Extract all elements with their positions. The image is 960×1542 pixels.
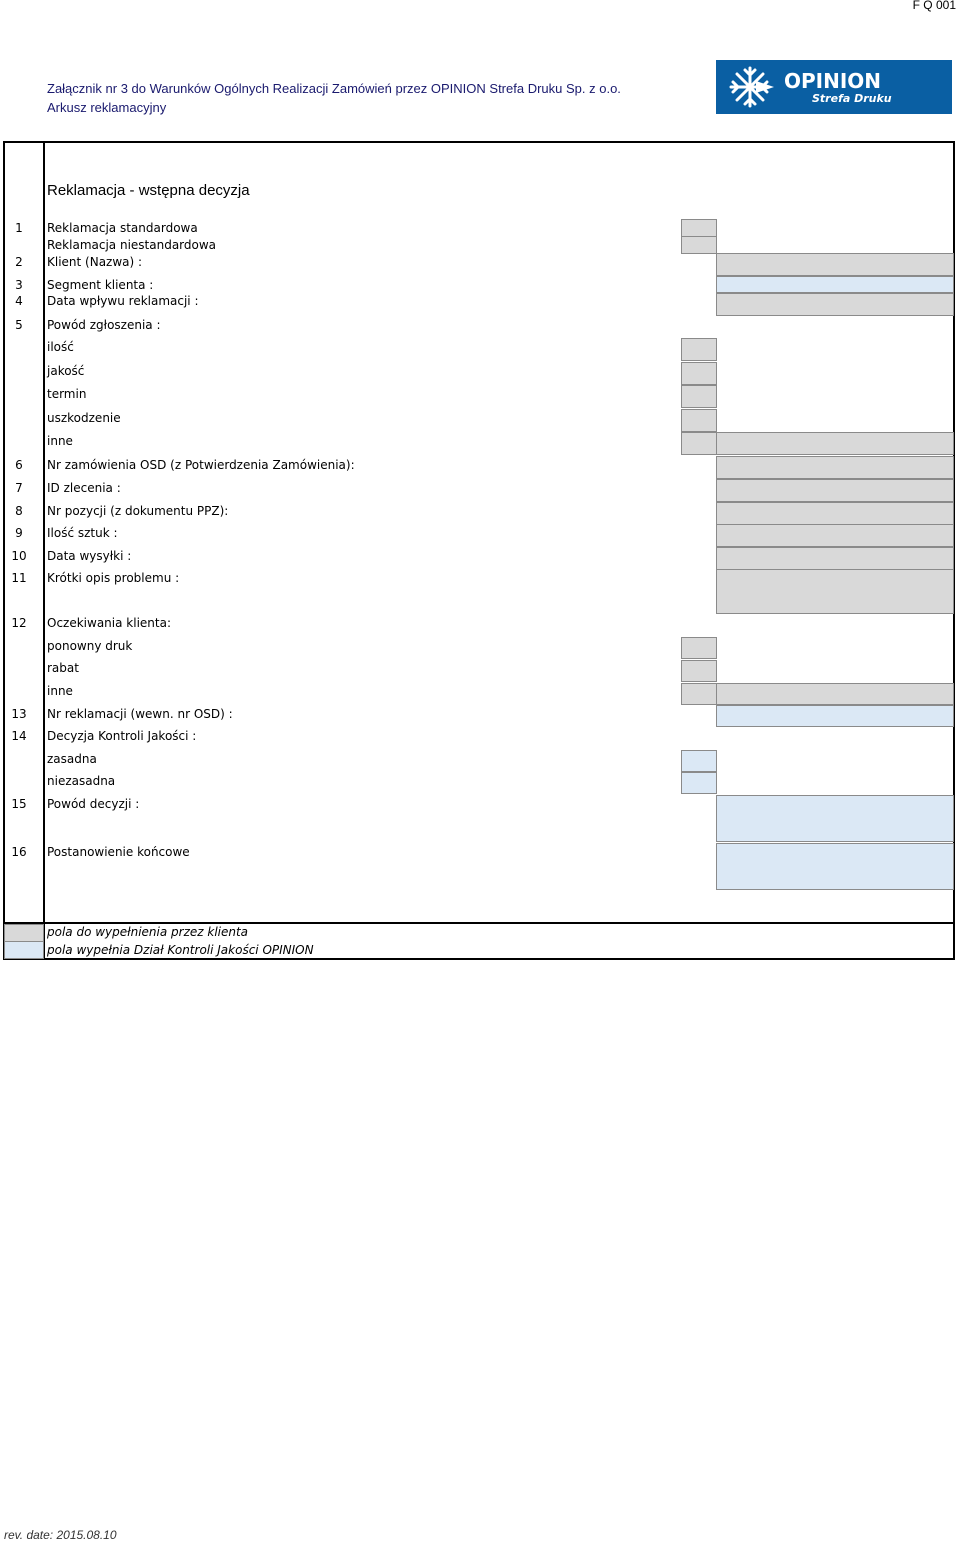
row-num: 2	[15, 255, 23, 269]
label-reklamacja-niestandardowa: Reklamacja niestandardowa	[47, 238, 217, 252]
logo-name: OPINION	[784, 69, 882, 93]
revision-date: rev. date: 2015.08.10	[4, 1528, 117, 1542]
field-powod-decyzji[interactable]	[716, 795, 954, 842]
legend-qc-text: pola wypełnia Dział Kontroli Jakości OPINION	[47, 943, 314, 957]
legend-client-text: pola do wypełnienia przez klienta	[47, 925, 249, 939]
label-ponowny-druk: ponowny druk	[47, 639, 133, 653]
label-inne-oczekiwania: inne	[47, 684, 73, 698]
label-data-wplywu: Data wpływu reklamacji :	[47, 294, 199, 308]
legend-divider	[3, 922, 953, 924]
checkbox-rabat[interactable]	[681, 660, 717, 682]
row-num: 7	[15, 481, 23, 495]
label-zasadna: zasadna	[47, 752, 97, 766]
checkbox-termin[interactable]	[681, 385, 717, 408]
label-oczekiwania: Oczekiwania klienta:	[47, 616, 171, 630]
row-num: 12	[11, 616, 27, 630]
column-divider	[43, 141, 45, 958]
row-num: 6	[15, 458, 23, 472]
checkbox-reklamacja-niestandardowa[interactable]	[681, 236, 717, 254]
opinion-logo	[716, 60, 952, 114]
label-niezasadna: niezasadna	[47, 774, 116, 788]
checkbox-niezasadna[interactable]	[681, 772, 717, 794]
field-nr-pozycji[interactable]	[716, 502, 954, 525]
checkbox-uszkodzenie[interactable]	[681, 409, 717, 432]
label-reklamacja-standardowa: Reklamacja standardowa	[47, 221, 198, 235]
label-decyzja-kj: Decyzja Kontroli Jakości :	[47, 729, 197, 743]
legend-swatch-qc	[4, 941, 44, 959]
row-num: 13	[11, 707, 27, 721]
field-data-wysylki[interactable]	[716, 547, 954, 570]
label-uszkodzenie: uszkodzenie	[47, 411, 121, 425]
field-id-zlecenia[interactable]	[716, 479, 954, 502]
label-postanowienie: Postanowienie końcowe	[47, 845, 190, 859]
checkbox-jakosc[interactable]	[681, 362, 717, 385]
row-num: 8	[15, 504, 23, 518]
row-num: 15	[11, 797, 27, 811]
row-num: 16	[11, 845, 27, 859]
label-segment-klienta: Segment klienta :	[47, 278, 154, 292]
field-ilosc-sztuk[interactable]	[716, 524, 954, 547]
label-id-zlecenia: ID zlecenia :	[47, 481, 121, 495]
row-num: 11	[11, 571, 27, 585]
label-nr-zamowienia: Nr zamówienia OSD (z Potwierdzenia Zamówienia):	[47, 458, 355, 472]
label-inne-powod: inne	[47, 434, 73, 448]
row-num: 1	[15, 221, 23, 235]
header-title: Załącznik nr 3 do Warunków Ogólnych Realizacji Zamówień przez OPINION Strefa Druku Sp. z o.o.	[47, 81, 621, 96]
header-subtitle: Arkusz reklamacyjny	[47, 100, 167, 115]
field-postanowienie-koncowe[interactable]	[716, 843, 954, 890]
field-inne-oczekiwania[interactable]	[716, 683, 954, 705]
row-num: 14	[11, 729, 27, 743]
field-segment-klienta[interactable]	[716, 276, 954, 293]
label-ilosc-sztuk: Ilość sztuk :	[47, 526, 118, 540]
field-nr-zamowienia[interactable]	[716, 456, 954, 479]
row-num: 9	[15, 526, 23, 540]
checkbox-reklamacja-standardowa[interactable]	[681, 219, 717, 237]
checkbox-inne-oczekiwania[interactable]	[681, 683, 717, 705]
legend-swatch-client	[4, 924, 44, 942]
label-klient: Klient (Nazwa) :	[47, 255, 143, 269]
field-klient-nazwa[interactable]	[716, 253, 954, 276]
label-nr-pozycji: Nr pozycji (z dokumentu PPZ):	[47, 504, 229, 518]
field-krotki-opis[interactable]	[716, 569, 954, 614]
label-data-wysylki: Data wysyłki :	[47, 549, 132, 563]
label-ilosc: ilość	[47, 340, 74, 354]
label-powod-decyzji: Powód decyzji :	[47, 797, 140, 811]
label-nr-reklamacji: Nr reklamacji (wewn. nr OSD) :	[47, 707, 233, 721]
form-code: F Q 001	[912, 0, 956, 12]
logo-tagline: Strefa Druku	[812, 92, 892, 105]
field-inne-powod[interactable]	[716, 432, 954, 455]
form-title: Reklamacja - wstępna decyzja	[47, 182, 250, 199]
row-num: 5	[15, 318, 23, 332]
checkbox-ilosc[interactable]	[681, 338, 717, 361]
row-num: 10	[11, 549, 27, 563]
label-krotki-opis: Krótki opis problemu :	[47, 571, 180, 585]
row-num: 4	[15, 294, 23, 308]
checkbox-zasadna[interactable]	[681, 750, 717, 772]
label-rabat: rabat	[47, 661, 79, 675]
field-data-wplywu[interactable]	[716, 293, 954, 316]
checkbox-ponowny-druk[interactable]	[681, 637, 717, 659]
row-num: 3	[15, 278, 23, 292]
field-nr-reklamacji[interactable]	[716, 705, 954, 727]
checkbox-inne-powod[interactable]	[681, 432, 717, 455]
label-powod-zgloszenia: Powód zgłoszenia :	[47, 318, 161, 332]
label-jakosc: jakość	[47, 364, 85, 378]
label-termin: termin	[47, 387, 87, 401]
